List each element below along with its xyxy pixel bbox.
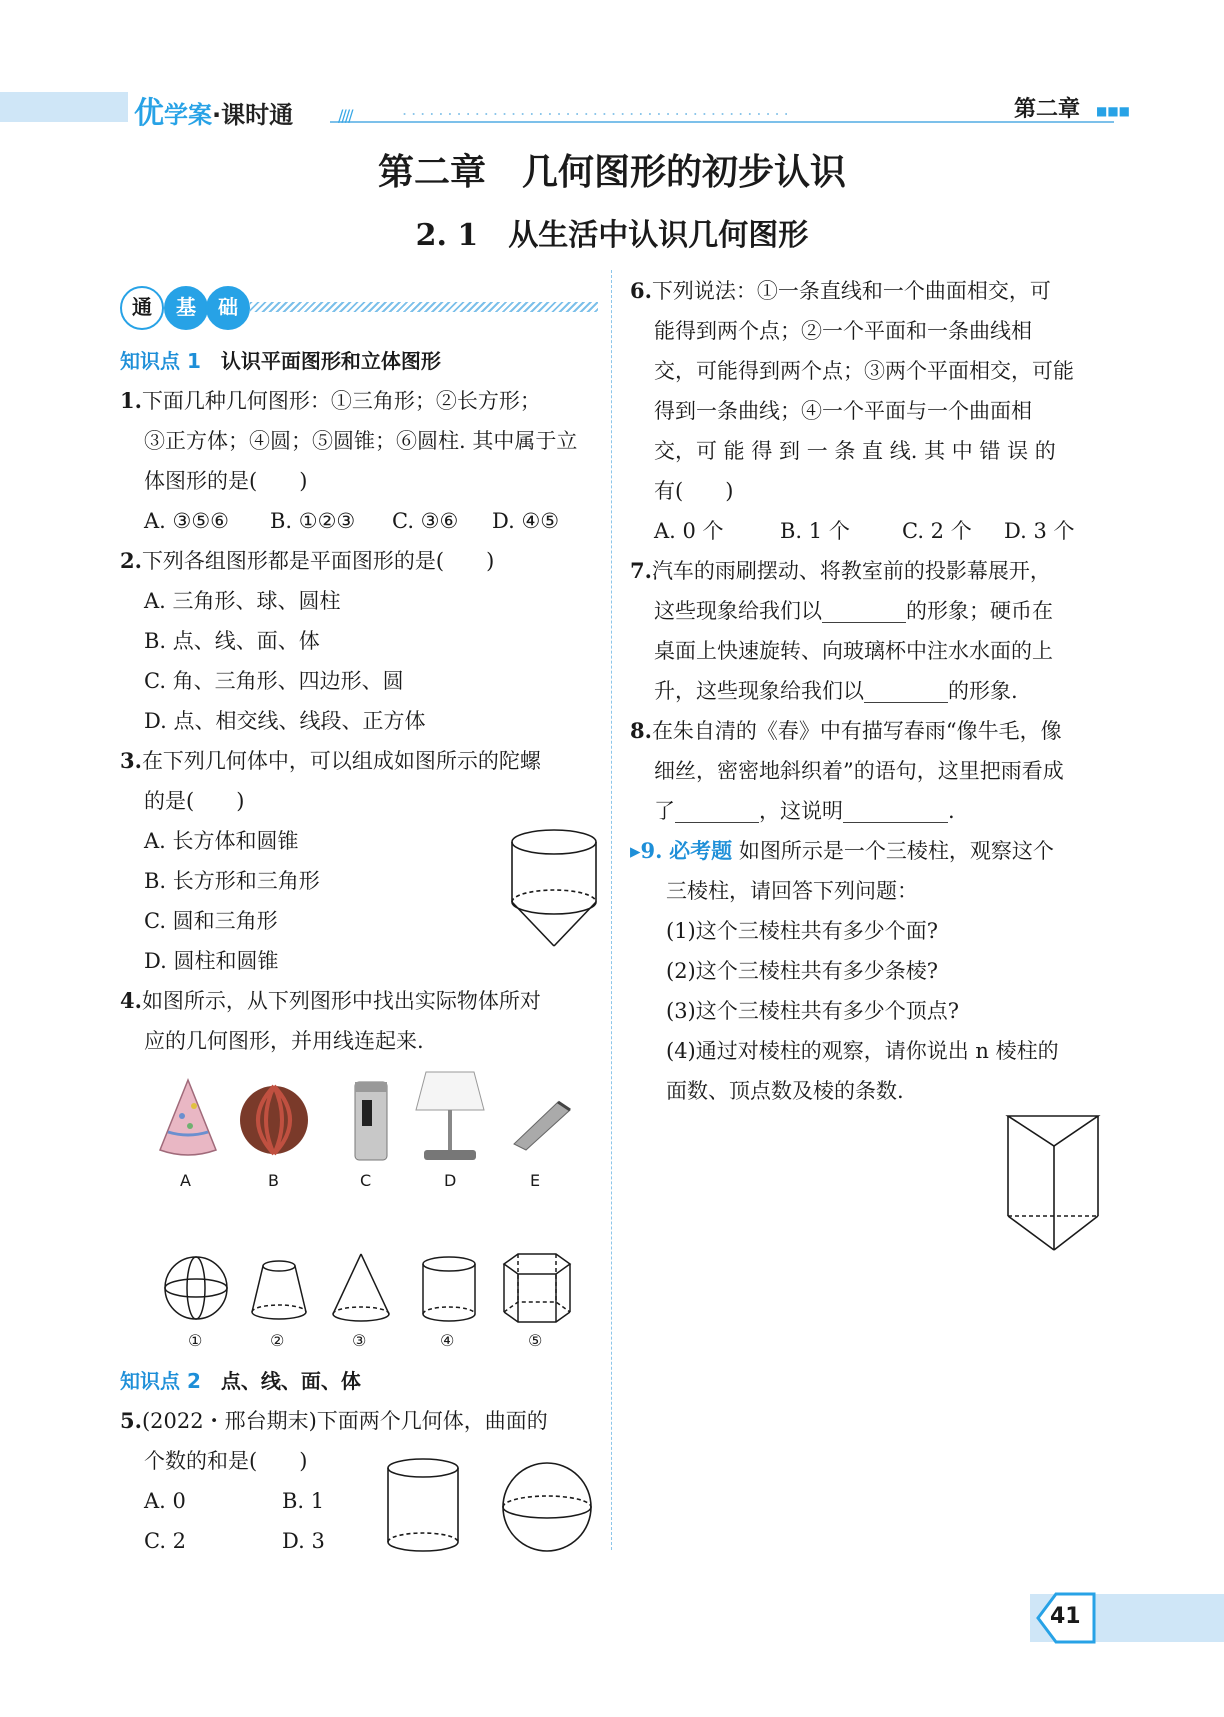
badge-chu: 础 xyxy=(206,286,250,330)
kp2-text: 点、线、面、体 xyxy=(220,1369,361,1393)
knowledge-point-2 xyxy=(120,1366,361,1396)
q6-option-a: A. 0 个 xyxy=(654,519,724,543)
q9-text-2: 三棱柱，请回答下列问题： xyxy=(666,879,918,903)
q9-line-1 xyxy=(630,836,1054,866)
q9-marker-icon: ▸ xyxy=(630,839,641,863)
brand-logo xyxy=(134,88,293,132)
q8-text-2: 细丝，密密地斜织着”的语句，这里把雨看成 xyxy=(654,759,1064,783)
q1-option-c: C. ③⑥ xyxy=(392,509,459,533)
q3-option-c: C. 圆和三角形 xyxy=(144,909,278,933)
q6-text-4: 得到一条曲线；④一个平面与一个曲面相 xyxy=(654,399,1032,423)
q4-number: 4. xyxy=(120,988,142,1013)
chapter-title: 第二章 几何图形的初步认识 xyxy=(377,152,846,193)
q9-sub-3: (3)这个三棱柱共有多少个顶点? xyxy=(666,999,960,1023)
column-divider xyxy=(611,270,612,1550)
q6-text-5: 交，可 能 得 到 一 条 直 线. 其 中 错 误 的 xyxy=(654,439,1056,463)
q2-number: 2. xyxy=(120,548,142,573)
q6-option-b: B. 1 个 xyxy=(780,519,850,543)
header-rule xyxy=(330,121,1114,123)
q6-text-1: 下列说法：①一条直线和一个曲面相交，可 xyxy=(651,279,1051,303)
q3-line-1 xyxy=(120,746,541,776)
q9-sub-2: (2)这个三棱柱共有多少条棱? xyxy=(666,959,939,983)
shape-label-5: ⑤ xyxy=(528,1331,543,1350)
q9-sub-4: (4)通过对棱柱的观察，请你说出 n 棱柱的 xyxy=(666,1039,1059,1063)
q7-text-2: 这些现象给我们以________的形象；硬币在 xyxy=(654,599,1053,623)
q5-text-2: 个数的和是( ) xyxy=(144,1449,308,1473)
header-dots-decor: ........................................... xyxy=(402,100,793,119)
q1-option-d: D. ④⑤ xyxy=(492,509,560,533)
q2-stem: 下列各组图形都是平面图形的是( ) xyxy=(141,549,495,573)
brand-xuean: 学案 xyxy=(164,101,212,129)
shape-label-4: ④ xyxy=(440,1331,455,1350)
q1-option-b: B. ①②③ xyxy=(270,509,356,533)
party-hat-object xyxy=(156,1076,220,1160)
brand-dot: · xyxy=(212,101,222,129)
q3-number: 3. xyxy=(120,748,142,773)
header-band xyxy=(0,92,128,122)
bar-object xyxy=(510,1096,574,1152)
section-title: 2. 1 从生活中认识几何图形 xyxy=(415,218,809,253)
q1-text-3: 体图形的是( ) xyxy=(144,469,308,493)
object-label-d: D xyxy=(444,1171,457,1190)
q6-text-6: 有( ) xyxy=(654,479,734,503)
q8-text-1: 在朱自清的《春》中有描写春雨“像牛毛，像 xyxy=(651,719,1062,743)
sphere-shape xyxy=(162,1254,230,1322)
q9-tag: 必考题 xyxy=(669,839,733,863)
header-grid-icon: ■■■ xyxy=(1096,104,1131,118)
shape-label-3: ③ xyxy=(352,1331,367,1350)
q3-option-a: A. 长方体和圆锥 xyxy=(144,829,299,853)
q6-text-3: 交，可能得到两个点；③两个平面相交，可能 xyxy=(654,359,1074,383)
shape-label-1: ① xyxy=(188,1331,203,1350)
q3-text-2: 的是( ) xyxy=(144,789,245,813)
q2-option-c: C. 角、三角形、四边形、圆 xyxy=(144,669,404,693)
badge-hatch-decor xyxy=(250,302,598,312)
q7-number: 7. xyxy=(630,558,652,583)
q1-text-1: 下面几种几何图形：①三角形；②长方形； xyxy=(141,389,541,413)
header-stripes-decor: //// xyxy=(338,106,352,125)
desk-lamp-object xyxy=(414,1070,486,1162)
shape-label-2: ② xyxy=(270,1331,285,1350)
q2-option-d: D. 点、相交线、线段、正方体 xyxy=(144,709,426,733)
trash-can-object xyxy=(352,1080,390,1162)
q4-text-2: 应的几何图形，并用线连起来. xyxy=(144,1029,424,1053)
object-label-e: E xyxy=(530,1171,541,1190)
object-label-b: B xyxy=(268,1171,279,1190)
q8-line-1 xyxy=(630,716,1062,746)
q1-number: 1. xyxy=(120,388,142,413)
frustum-shape xyxy=(248,1258,310,1322)
q5-option-a: A. 0 xyxy=(144,1489,186,1513)
watermelon-object xyxy=(238,1084,310,1156)
q6-text-2: 能得到两个点；②一个平面和一条曲线相 xyxy=(654,319,1032,343)
q9-text-1: 如图所示是一个三棱柱，观察这个 xyxy=(738,839,1054,863)
cone-shape xyxy=(330,1252,392,1324)
triangular-prism-figure xyxy=(1004,1112,1104,1254)
q3-option-d: D. 圆柱和圆锥 xyxy=(144,949,279,973)
spinning-top-figure xyxy=(506,826,602,950)
q5-option-c: C. 2 xyxy=(144,1529,187,1553)
header-chapter: 第二章 xyxy=(1014,97,1081,122)
q7-text-3: 桌面上快速旋转、向玻璃杯中注水水面的上 xyxy=(654,639,1053,663)
q2-stem-line xyxy=(120,546,494,576)
q5-cylinder-figure xyxy=(384,1456,462,1556)
q1-line-1 xyxy=(120,386,541,416)
kp1-text: 认识平面图形和立体图形 xyxy=(220,349,441,373)
q7-text-1: 汽车的雨刷摆动、将教室前的投影幕展开， xyxy=(651,559,1051,583)
kp2-label: 知识点 2 xyxy=(120,1369,201,1393)
knowledge-point-1 xyxy=(120,346,441,376)
q2-option-b: B. 点、线、面、体 xyxy=(144,629,320,653)
brand-kst: 课时通 xyxy=(221,101,294,129)
q6-line-1 xyxy=(630,276,1051,306)
object-label-c: C xyxy=(360,1171,372,1190)
cylinder-shape xyxy=(420,1254,478,1324)
q5-line-1 xyxy=(120,1406,548,1436)
q4-line-1 xyxy=(120,986,541,1016)
q5-sphere-figure xyxy=(500,1460,594,1554)
q6-option-c: C. 2 个 xyxy=(902,519,972,543)
q9-sub-5: 面数、顶点数及棱的条数. xyxy=(666,1079,904,1103)
brand-you: 优 xyxy=(134,96,164,131)
page-number: 41 xyxy=(1050,1604,1081,1629)
q9-sub-1: (1)这个三棱柱共有多少个面? xyxy=(666,919,939,943)
q6-number: 6. xyxy=(630,278,652,303)
q8-number: 8. xyxy=(630,718,652,743)
q3-option-b: B. 长方形和三角形 xyxy=(144,869,320,893)
q7-line-1 xyxy=(630,556,1051,586)
q7-text-4: 升，这些现象给我们以________的形象. xyxy=(654,679,1018,703)
q5-option-d: D. 3 xyxy=(282,1529,325,1553)
q4-text-1: 如图所示，从下列图形中找出实际物体所对 xyxy=(141,989,541,1013)
q3-text-1: 在下列几何体中，可以组成如图所示的陀螺 xyxy=(141,749,541,773)
badge-tong: 通 xyxy=(120,286,164,330)
badge-ji: 基 xyxy=(164,286,208,330)
q5-option-b: B. 1 xyxy=(282,1489,325,1513)
object-label-a: A xyxy=(180,1171,191,1190)
q8-text-3: 了________，这说明__________. xyxy=(654,799,955,823)
hexagonal-prism-shape xyxy=(500,1250,574,1328)
kp1-label: 知识点 1 xyxy=(120,349,201,373)
q6-option-d: D. 3 个 xyxy=(1004,519,1075,543)
q2-option-a: A. 三角形、球、圆柱 xyxy=(144,589,341,613)
q1-text-2: ③正方体；④圆；⑤圆锥；⑥圆柱. 其中属于立 xyxy=(144,429,578,453)
q5-number: 5. xyxy=(120,1408,142,1433)
q5-text-1: (2022・邢台期末)下面两个几何体，曲面的 xyxy=(141,1409,548,1433)
q1-option-a: A. ③⑤⑥ xyxy=(144,509,229,533)
q9-number: 9. xyxy=(640,838,663,863)
